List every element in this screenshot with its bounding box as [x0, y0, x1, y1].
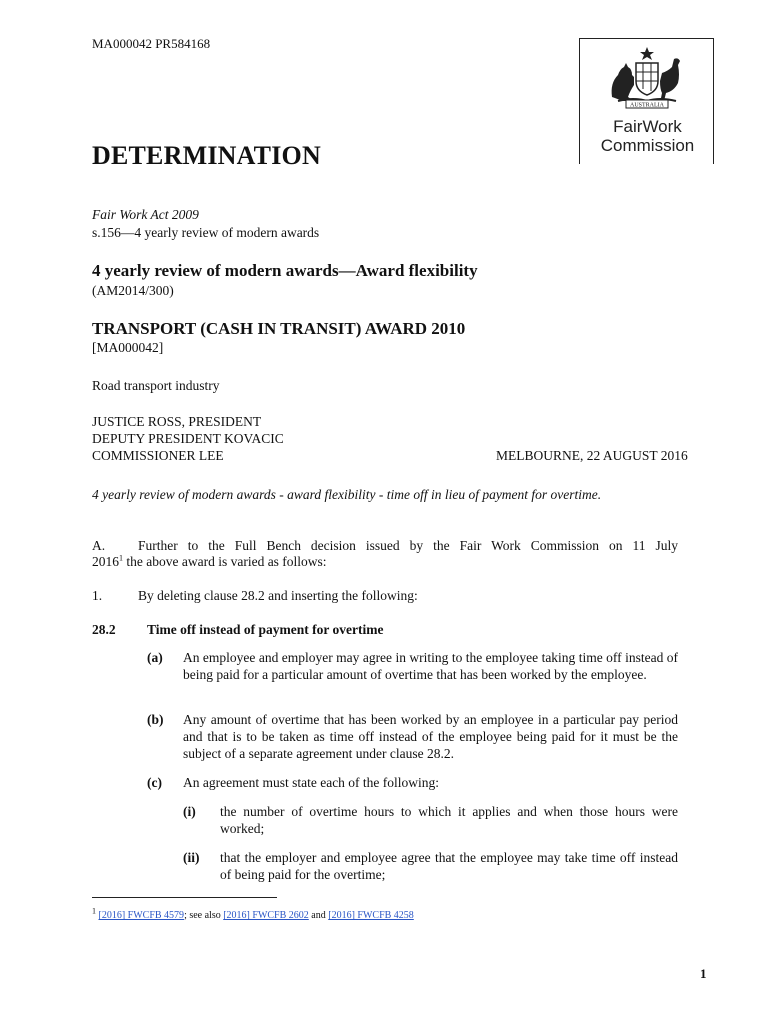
clause-heading: Time off instead of payment for overtime	[147, 622, 384, 637]
subclause-c-text: An agreement must state each of the following:	[183, 775, 440, 790]
section-reference: s.156—4 yearly review of modern awards	[92, 225, 320, 240]
subsubclause-i-marker: (i)	[183, 804, 196, 819]
item-1-marker: 1.	[92, 588, 103, 603]
fair-work-commission-logo	[579, 38, 714, 164]
subsubclause-ii-text: that the employer and employee agree that the employee may take time off instead of being paid for the overtime;	[220, 850, 678, 882]
coat-of-arms-icon	[604, 45, 690, 113]
footnote-reference[interactable]: 1	[119, 553, 123, 563]
item-1-text: By deleting clause 28.2 and inserting the following:	[138, 588, 418, 603]
subclause-b-text: Any amount of overtime that has been worked by an employee in a particular pay period and that is to be taken as time off instead of the employee being paid for it must be the subject of a separate agreement under clause 28.2.	[183, 712, 678, 761]
industry: Road transport industry	[92, 378, 220, 393]
clause-number: 28.2	[92, 622, 116, 637]
logo-wordmark	[580, 117, 715, 155]
paragraph-a-continuation: the above award is varied as follows:	[123, 554, 327, 569]
bench-member: DEPUTY PRESIDENT KOVACIC	[92, 431, 284, 446]
award-title: TRANSPORT (CASH IN TRANSIT) AWARD 2010	[92, 319, 466, 338]
subsubclause-i-text: the number of overtime hours to which it applies and when those hours were worked;	[220, 804, 678, 836]
footnote-text: ; see also	[184, 910, 224, 921]
logo-banner-text: AUSTRALIA	[630, 102, 664, 109]
bench-member: COMMISSIONER LEE	[92, 448, 224, 463]
footnote-link-2602[interactable]: [2016] FWCFB 2602	[223, 910, 309, 921]
matter-number: (AM2014/300)	[92, 283, 174, 298]
footnote-number: 1	[92, 906, 96, 916]
page-number: 1	[700, 966, 707, 981]
paragraph-a-line1: Further to the Full Bench decision issued by the Fair Work Commission on 11 July	[138, 538, 678, 553]
document-reference: MA000042 PR584168	[92, 36, 211, 51]
paragraph-a-line2	[92, 553, 327, 570]
paragraph-a-year: 2016	[92, 554, 119, 569]
footnote	[92, 906, 414, 921]
subclause-b-marker: (b)	[147, 712, 164, 727]
location-date: MELBOURNE, 22 AUGUST 2016	[496, 448, 688, 463]
catchwords: 4 yearly review of modern awards - award flexibility - time off in lieu of payment for overtime.	[92, 487, 602, 502]
subsubclause-ii-marker: (ii)	[183, 850, 200, 865]
bench-member: JUSTICE ROSS, PRESIDENT	[92, 414, 262, 429]
subclause-a-marker: (a)	[147, 650, 163, 665]
footnote-link-4579[interactable]: [2016] FWCFB 4579	[98, 910, 185, 921]
award-code: [MA000042]	[92, 340, 164, 355]
footnote-text: and	[308, 910, 329, 921]
subclause-c-marker: (c)	[147, 775, 162, 790]
paragraph-a-marker: A.	[92, 538, 106, 553]
subclause-a-text: An employee and employer may agree in writing to the employee taking time off instead of being paid for a particular amount of overtime that has been worked by the employee.	[183, 650, 678, 682]
footnote-link-4258[interactable]: [2016] FWCFB 4258	[328, 910, 414, 921]
matter-title: 4 yearly review of modern awards—Award flexibility	[92, 261, 478, 280]
document-title: DETERMINATION	[92, 141, 321, 170]
footnote-divider	[92, 897, 277, 898]
logo-wordmark-line1: FairWork	[613, 117, 682, 136]
logo-wordmark-line2: Commission	[600, 136, 695, 155]
act-name: Fair Work Act 2009	[92, 207, 199, 222]
